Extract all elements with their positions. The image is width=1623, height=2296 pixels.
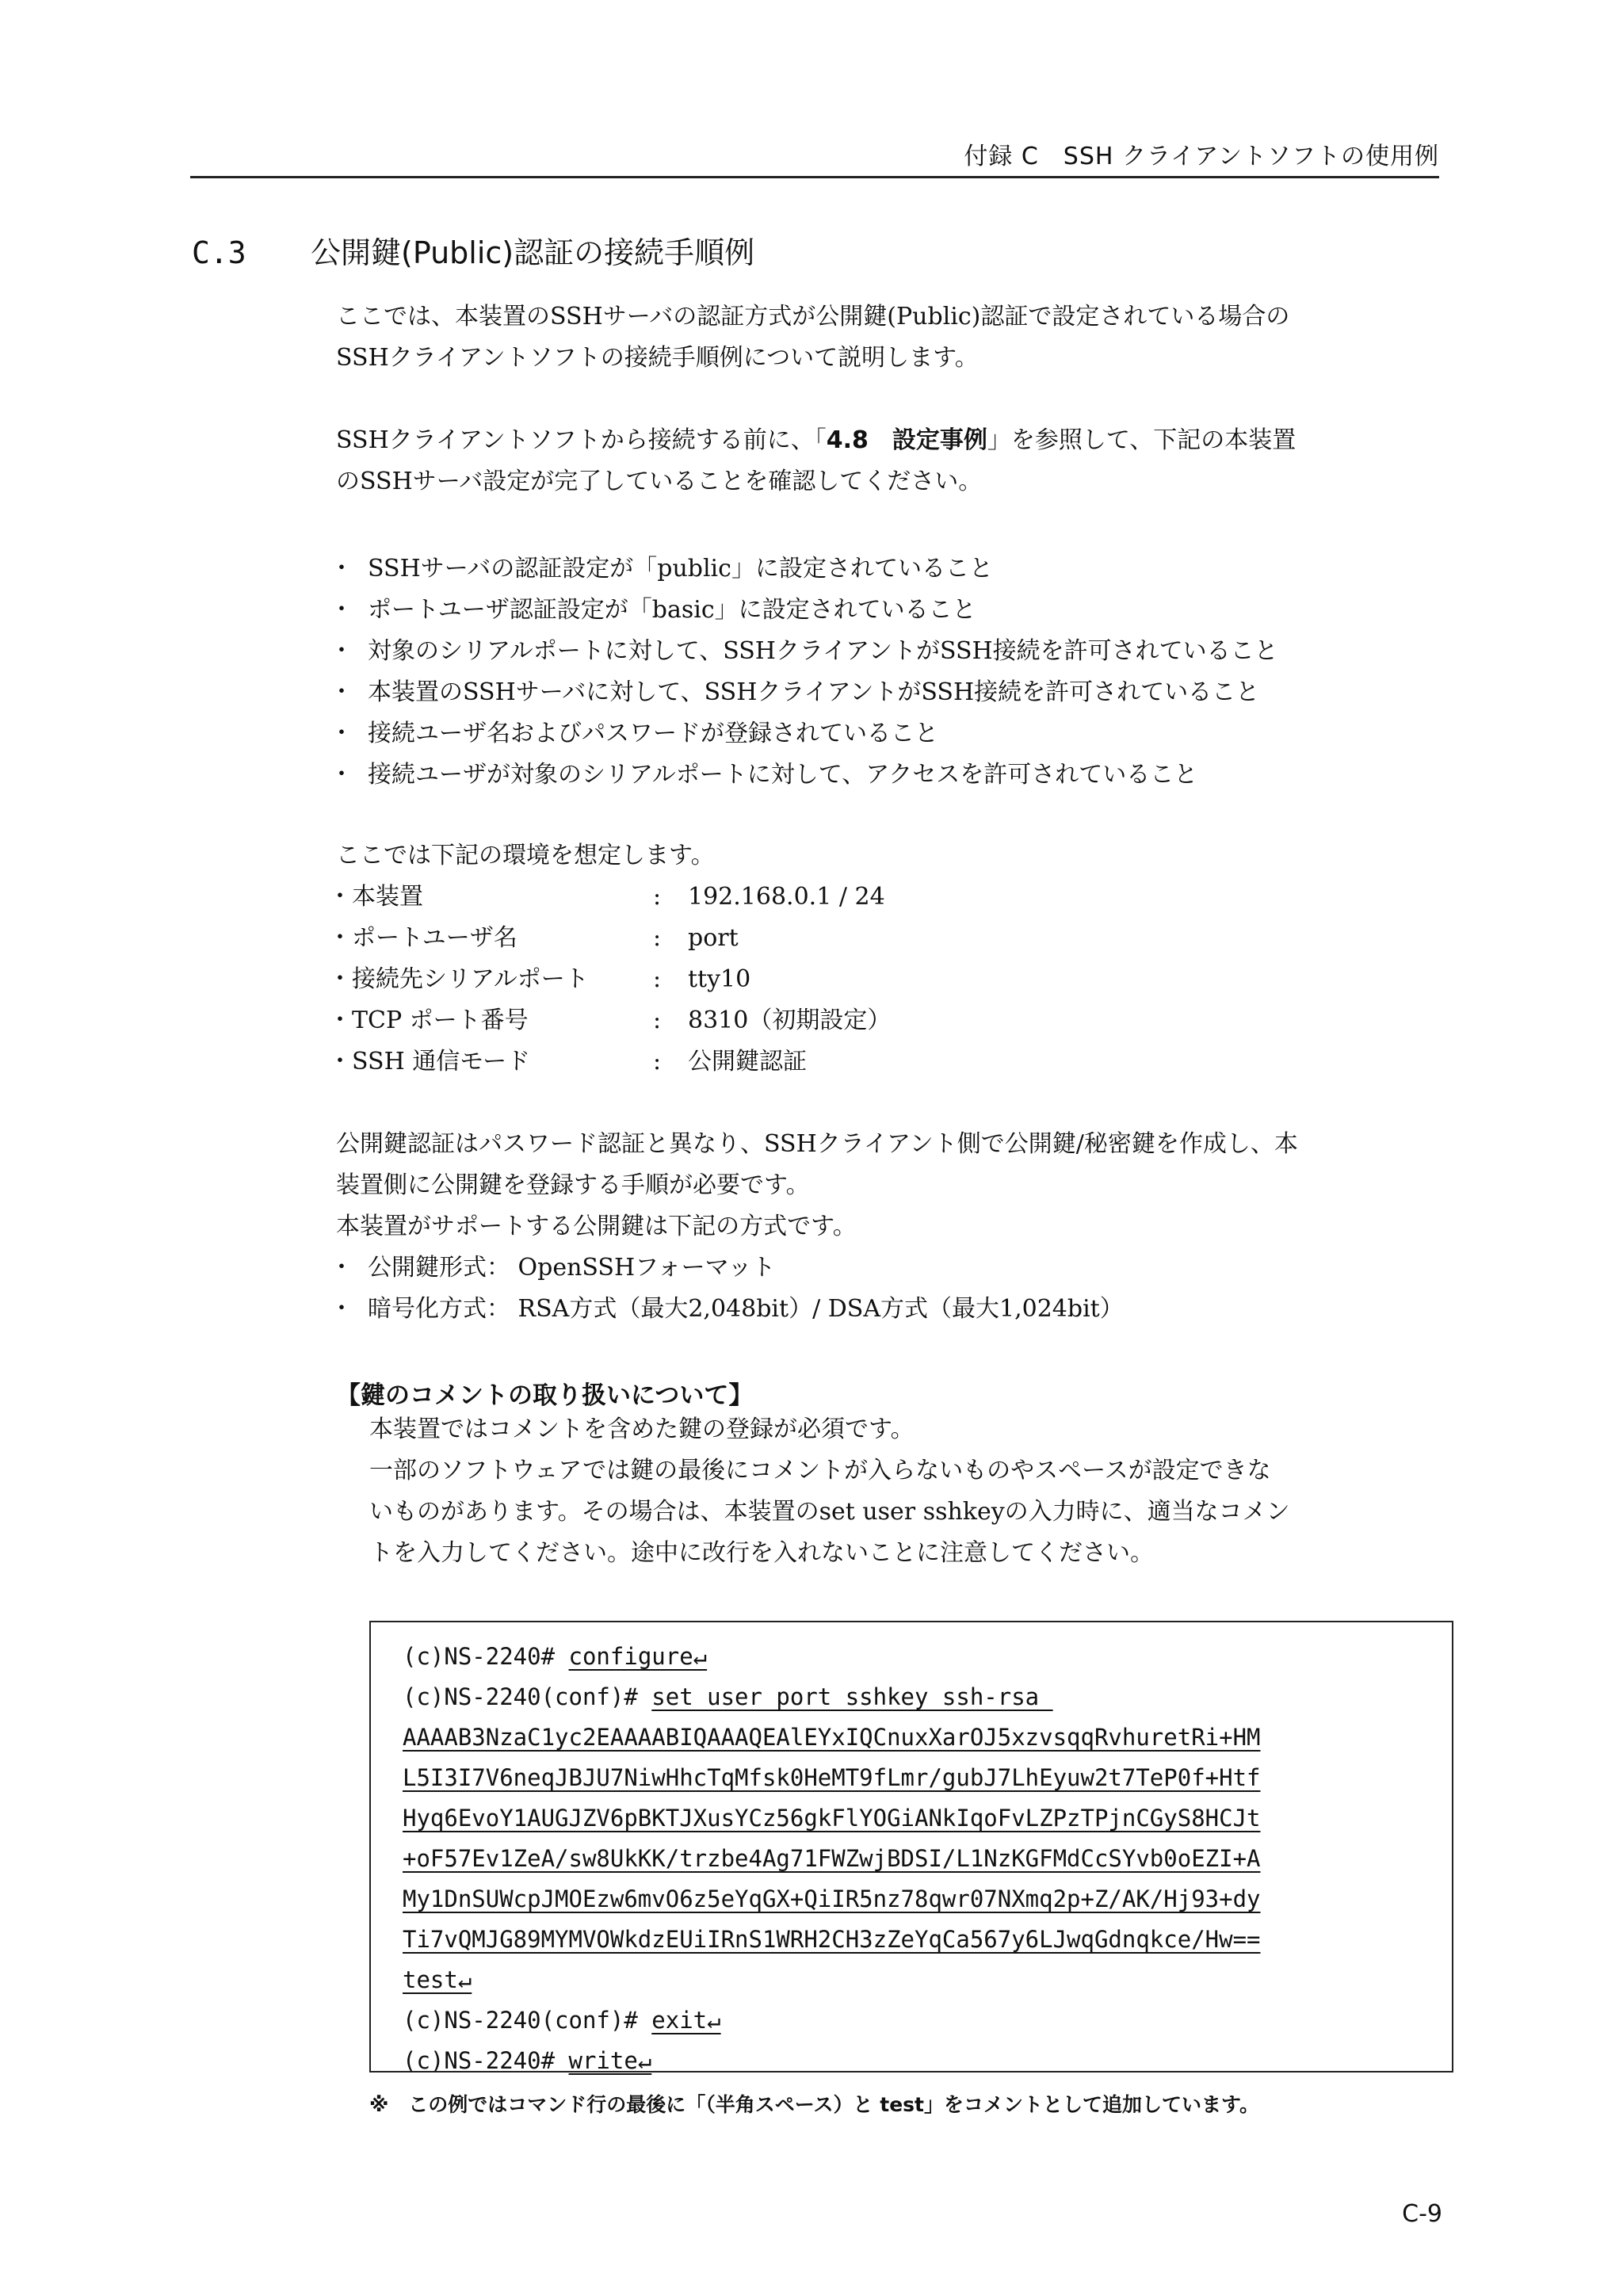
intro-line: ここでは、本装置のSSHサーバの認証方式が公開鍵(Public)認証で設定されている場合の	[336, 303, 1290, 330]
env-value: port	[688, 924, 739, 952]
command-input: configure↵	[568, 1643, 708, 1670]
env-separator: :	[653, 1048, 662, 1075]
note-line: いものがあります。その場合は、本装置のset user sshkeyの入力時に、適当なコメン	[369, 1498, 1290, 1526]
precheck-line: のSSHサーバ設定が完了していることを確認してください。	[336, 468, 983, 495]
page-number: C-9	[1402, 2200, 1442, 2228]
section-reference-link[interactable]: 4.8 設定事例	[826, 426, 987, 454]
command-line	[403, 1637, 1452, 1677]
env-key: ・ TCP ポート番号	[336, 1000, 653, 1041]
command-line	[403, 1758, 1452, 1798]
command-input: Hyq6EvoY1AUGJZV6pBKTJXusYCz56gkFlYOGiANkIqoFvLZPzTPjnCGyS8HCJt	[403, 1805, 1261, 1832]
table-row	[336, 1041, 891, 1083]
command-input: My1DnSUWcpJMOEzw6mvO6z5eYqGX+QiIR5nz78qwr07NXmq2p+Z/AK/Hj93+dy	[403, 1885, 1261, 1912]
command-input: set user port sshkey ssh-rsa	[651, 1683, 1053, 1710]
command-line	[403, 1677, 1452, 1717]
command-line	[403, 1839, 1452, 1879]
section-title: 公開鍵(Public)認証の接続手順例	[311, 235, 755, 270]
command-example-box	[369, 1621, 1453, 2073]
checklist	[336, 548, 1445, 796]
environment-table	[336, 877, 891, 1083]
pubkey-line: 公開鍵認証はパスワード認証と異なり、SSHクライアント側で公開鍵/秘密鍵を作成し、本	[336, 1130, 1298, 1158]
table-row	[336, 918, 891, 959]
environment-block	[336, 835, 1445, 1083]
env-separator: :	[653, 924, 662, 952]
note-line: トを入力してください。途中に改行を入れないことに注意してください。	[369, 1539, 1154, 1567]
pubkey-line: 本装置がサポートする公開鍵は下記の方式です。	[336, 1213, 857, 1240]
env-separator: :	[653, 1007, 662, 1034]
precheck-text: 」を参照して、下記の本装置	[987, 426, 1296, 454]
running-header: 付録 C SSH クライアントソフトの使用例	[964, 143, 1439, 170]
list-item: ・ 公開鍵形式： OpenSSHフォーマット	[336, 1247, 1445, 1289]
note-body	[369, 1409, 1447, 1574]
table-row	[336, 877, 891, 918]
list-item: ・ 本装置のSSHサーバに対して、SSHクライアントがSSH接続を許可されていること	[336, 672, 1445, 713]
environment-intro: ここでは下記の環境を想定します。	[336, 842, 715, 869]
command-line	[403, 2041, 1452, 2081]
env-value: 8310（初期設定）	[688, 1007, 892, 1034]
env-value: 公開鍵認証	[688, 1048, 807, 1075]
table-row	[336, 1000, 891, 1041]
intro-paragraph	[336, 296, 1445, 379]
section-number: C.3	[192, 235, 246, 270]
note-line: 本装置ではコメントを含めた鍵の登録が必須です。	[369, 1415, 915, 1443]
list-item: ・ ポートユーザ認証設定が「basic」に設定されていること	[336, 590, 1445, 631]
list-item: ・ 対象のシリアルポートに対して、SSHクライアントがSSH接続を許可されていること	[336, 631, 1445, 672]
intro-line: SSHクライアントソフトの接続手順例について説明します。	[336, 344, 979, 372]
precheck-text: SSHクライアントソフトから接続する前に、「	[336, 426, 827, 454]
command-input: exit↵	[651, 2007, 721, 2034]
command-input: test↵	[403, 1966, 472, 1993]
footnote: ※ この例ではコマンド行の最後に「（半角スペース）と test」をコメントとして追加しています。	[369, 2093, 1259, 2116]
header-rule	[190, 176, 1439, 178]
command-input: AAAAB3NzaC1yc2EAAAABIQAAAQEAlEYxIQCnuxXarOJ5xzvsqqRvhuretRi+HM	[403, 1724, 1261, 1751]
pubkey-paragraph	[336, 1124, 1445, 1330]
env-separator: :	[653, 883, 662, 911]
list-item: ・ SSHサーバの認証設定が「public」に設定されていること	[336, 548, 1445, 590]
command-line	[403, 1717, 1452, 1758]
env-value: 192.168.0.1 / 24	[688, 883, 885, 911]
env-key: ・ SSH 通信モード	[336, 1041, 653, 1083]
section-heading	[192, 228, 754, 272]
env-separator: :	[653, 965, 662, 993]
command-prompt: (c)NS-2240#	[403, 1643, 569, 1670]
command-prompt: (c)NS-2240(conf)#	[403, 1683, 652, 1710]
env-key: ・ 本装置	[336, 877, 653, 918]
command-input: Ti7vQMJG89MYMVOWkdzEUiIRnS1WRH2CH3zZeYqCa567y6LJwqGdnqkce/Hw==	[403, 1926, 1261, 1953]
command-line	[403, 1920, 1452, 1960]
list-item: ・ 暗号化方式： RSA方式（最大2,048bit）/ DSA方式（最大1,024bit）	[336, 1289, 1445, 1330]
env-value: tty10	[688, 965, 751, 993]
command-prompt: (c)NS-2240#	[403, 2047, 569, 2074]
command-input: L5I3I7V6neqJBJU7NiwHhcTqMfsk0HeMT9fLmr/gubJ7LhEyuw2t7TeP0f+Htf	[403, 1764, 1261, 1791]
env-key: ・ ポートユーザ名	[336, 918, 653, 959]
list-item: ・ 接続ユーザが対象のシリアルポートに対して、アクセスを許可されていること	[336, 755, 1445, 796]
command-line	[403, 1960, 1452, 2000]
note-heading: 【鍵のコメントの取り扱いについて】	[336, 1381, 754, 1410]
command-input: +oF57Ev1ZeA/sw8UkKK/trzbe4Ag71FWZwjBDSI/L1NzKGFMdCcSYvb0oEZI+A	[403, 1845, 1261, 1872]
precheck-line	[336, 420, 1445, 461]
list-item: ・ 接続ユーザ名およびパスワードが登録されていること	[336, 713, 1445, 755]
table-row	[336, 959, 891, 1000]
precheck-paragraph	[336, 420, 1445, 502]
command-input: write↵	[568, 2047, 652, 2074]
pubkey-line: 装置側に公開鍵を登録する手順が必要です。	[336, 1171, 810, 1199]
command-prompt: (c)NS-2240(conf)#	[403, 2007, 652, 2034]
env-key: ・ 接続先シリアルポート	[336, 959, 653, 1000]
note-line: 一部のソフトウェアでは鍵の最後にコメントが入らないものやスペースが設定できな	[369, 1457, 1271, 1484]
command-line	[403, 1798, 1452, 1839]
command-line	[403, 2000, 1452, 2041]
command-line	[403, 1879, 1452, 1920]
